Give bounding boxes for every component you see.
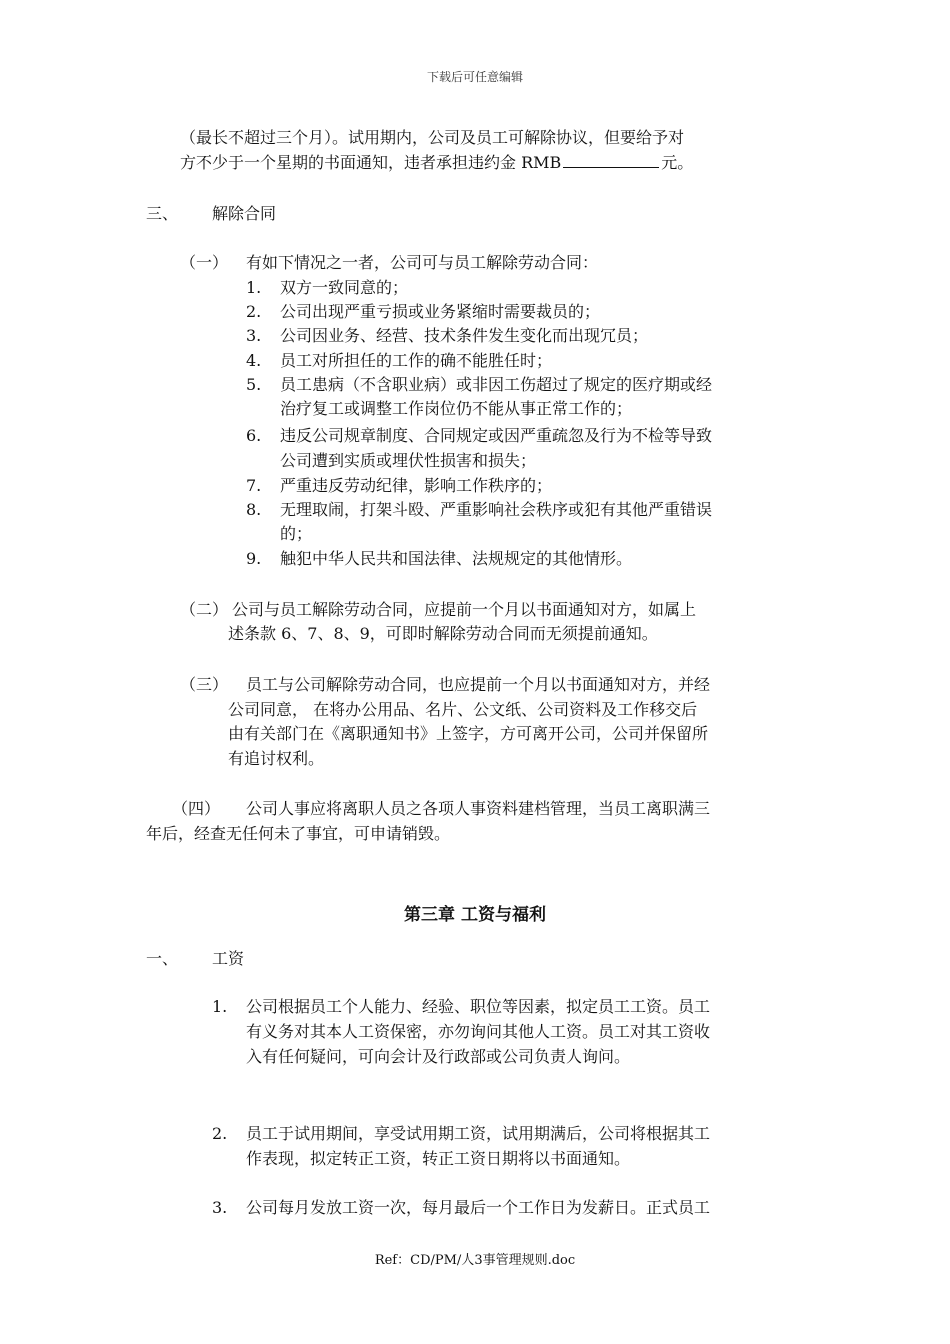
section-wage-number: 一、 — [146, 949, 179, 968]
sub-3-label: （三） — [180, 675, 229, 694]
wage-item-text: 公司根据员工个人能力、经验、职位等因素，拟定员工工资。员工 — [246, 997, 711, 1016]
list-item-number: 2. — [246, 302, 262, 321]
page-header: 下载后可任意编辑 — [426, 70, 523, 84]
list-item-text: 公司出现严重亏损或业务紧缩时需要裁员的； — [280, 302, 601, 321]
list-item-number: 7. — [246, 476, 262, 495]
sub-1-label: （一） — [180, 253, 229, 272]
sub-3-line-1: 员工与公司解除劳动合同，也应提前一个月以书面通知对方，并经 — [246, 675, 711, 694]
list-item-number: 6. — [246, 426, 262, 445]
sub-2-label: （二） — [180, 600, 229, 619]
sub-2-line-1: 公司与员工解除劳动合同，应提前一个月以书面通知对方，如属上 — [232, 600, 697, 619]
sub-4-label: （四） — [172, 799, 221, 818]
sub-4-line-2: 年后，经查无任何未了事宜，可申请销毁。 — [146, 824, 451, 843]
sub-2-line-2: 述条款 6、7、8、9，可即时解除劳动合同而无须提前通知。 — [228, 624, 658, 643]
sub-4-line-1: 公司人事应将离职人员之各项人事资料建档管理，当员工离职满三 — [246, 799, 711, 818]
list-item-number: 5. — [246, 375, 262, 394]
page-footer — [0, 1249, 950, 1268]
wage-item-number: 3. — [212, 1198, 228, 1217]
chapter-title: 第三章 工资与福利 — [404, 905, 546, 925]
sub-1-text: 有如下情况之一者，公司可与员工解除劳动合同： — [246, 253, 599, 272]
wage-item-number: 1. — [212, 997, 228, 1016]
list-item-number: 3. — [246, 326, 262, 345]
wage-item-text: 公司每月发放工资一次，每月最后一个工作日为发薪日。正式员工 — [246, 1198, 711, 1217]
footer-ref-suffix: 事管理规则.doc — [482, 1253, 576, 1268]
list-item-number: 8. — [246, 500, 262, 519]
section-3-title: 解除合同 — [212, 204, 277, 223]
list-item-text: 员工对所担任的工作的确不能胜任时； — [280, 351, 553, 370]
list-item-text: 触犯中华人民共和国法律、法规规定的其他情形。 — [280, 549, 633, 568]
sub-3-line-3: 由有关部门在《离职通知书》上签字，方可离开公司，公司并保留所 — [228, 724, 709, 743]
list-item-number: 9. — [246, 549, 262, 568]
penalty-amount-blank — [563, 151, 659, 168]
list-item-text-cont: 的； — [280, 524, 313, 543]
list-item-number: 4. — [246, 351, 262, 370]
probation-line-2 — [180, 151, 693, 175]
wage-item-text-cont: 入有任何疑问，可向会计及行政部或公司负责人询问。 — [246, 1047, 631, 1066]
section-wage-title: 工资 — [212, 949, 245, 968]
list-item-text: 员工患病（不含职业病）或非因工伤超过了规定的医疗期或经 — [280, 375, 713, 394]
probation-line-1: （最长不超过三个月）。试用期内，公司及员工可解除协议，但要给予对 — [180, 128, 685, 147]
wage-item-number: 2. — [212, 1124, 228, 1143]
sub-3-line-4: 有追讨权利。 — [228, 749, 325, 768]
list-item-text: 双方一致同意的； — [280, 278, 409, 297]
list-item-text: 违反公司规章制度、合同规定或因严重疏忽及行为不检等导致 — [280, 426, 713, 445]
probation-line-2-text: 方不少于一个星期的书面通知，违者承担违约金 RMB — [180, 153, 562, 172]
page-number: 3 — [474, 1253, 483, 1268]
wage-item-text-cont: 作表现，拟定转正工资，转正工资日期将以书面通知。 — [246, 1149, 631, 1168]
list-item-text-cont: 公司遭到实质或埋伏性损害和损失； — [280, 451, 537, 470]
list-item-text: 公司因业务、经营、技术条件发生变化而出现冗员； — [280, 326, 649, 345]
wage-item-text: 员工于试用期间，享受试用期工资，试用期满后，公司将根据其工 — [246, 1124, 711, 1143]
list-item-text: 严重违反劳动纪律，影响工作秩序的； — [280, 476, 553, 495]
list-item-text: 无理取闹，打架斗殴、严重影响社会秩序或犯有其他严重错误 — [280, 500, 713, 519]
list-item-number: 1. — [246, 278, 262, 297]
section-3-number: 三、 — [146, 204, 179, 223]
footer-ref-prefix: Ref：CD/PM/人 — [374, 1253, 475, 1268]
list-item-text-cont: 治疗复工或调整工作岗位仍不能从事正常工作的； — [280, 399, 633, 418]
sub-3-line-2: 公司同意， 在将办公用品、名片、公文纸、公司资料及工作移交后 — [228, 700, 698, 719]
wage-item-text-cont: 有义务对其本人工资保密，亦勿询问其他人工资。员工对其工资收 — [246, 1022, 711, 1041]
probation-line-2-end: 元。 — [661, 153, 694, 172]
